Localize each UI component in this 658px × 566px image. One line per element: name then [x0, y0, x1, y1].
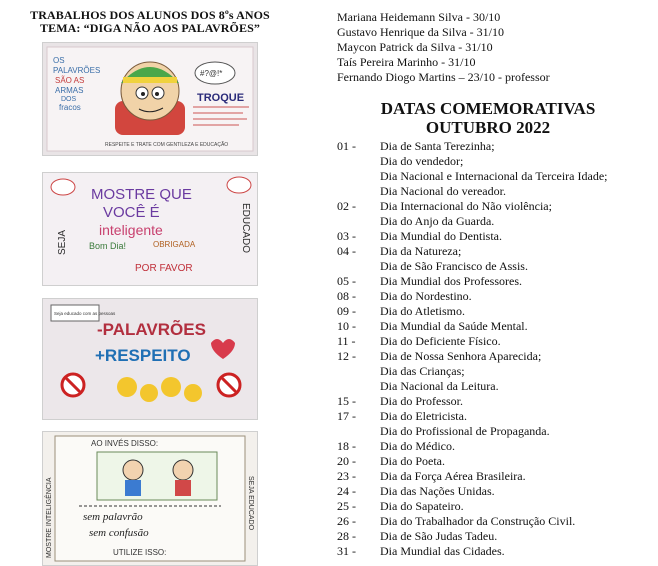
date-description: Dia do Profissional de Propaganda. — [380, 424, 550, 438]
poster-2-educado: EDUCADO — [240, 203, 251, 254]
date-row — [337, 514, 658, 529]
poster-4-l2: sem confusão — [89, 527, 149, 539]
date-day: 28 - — [337, 529, 356, 543]
date-entry — [337, 334, 658, 349]
poster-1-t3: SÃO AS — [55, 76, 85, 85]
date-description: Dia de São Judas Tadeu. — [380, 529, 498, 543]
date-row — [337, 319, 658, 334]
poster-1-t2: PALAVRÕES — [53, 66, 101, 75]
poster-1-t1: OS — [53, 56, 65, 65]
date-entry — [337, 229, 658, 244]
date-day: 17 - — [337, 409, 356, 423]
poster-2-seja: SEJA — [57, 229, 68, 255]
date-row — [337, 544, 658, 559]
date-row — [337, 259, 658, 274]
date-description: Dia do Trabalhador da Construção Civil. — [380, 514, 576, 528]
date-description: Dia das Crianças; — [380, 364, 465, 378]
prohibited-sign-icon — [62, 374, 84, 396]
date-day: 08 - — [337, 289, 356, 303]
date-day: 23 - — [337, 469, 356, 483]
poster-2-l1: MOSTRE QUE — [91, 186, 192, 203]
author-line: Fernando Diogo Martins – 23/10 - professor — [337, 70, 550, 84]
date-day: 11 - — [337, 334, 356, 348]
date-day: 09 - — [337, 304, 356, 318]
date-entry — [337, 409, 658, 439]
poster-3-palavroes: -PALAVRÕES — [97, 320, 206, 339]
dates-title-line-2: OUTUBRO 2022 — [425, 118, 551, 137]
poster-4-drawing — [43, 432, 257, 565]
date-description: Dia Mundial dos Professores. — [380, 274, 522, 288]
date-description: Dia das Nações Unidas. — [380, 484, 495, 498]
date-entry — [337, 499, 658, 514]
date-entry — [337, 349, 658, 394]
date-day: 05 - — [337, 274, 356, 288]
date-row — [337, 409, 658, 424]
date-row — [337, 379, 658, 394]
author-line: Taís Pereira Marinho - 31/10 — [337, 55, 476, 69]
heading-line-1: TRABALHOS DOS ALUNOS DOS 8ºs ANOS — [30, 8, 270, 22]
date-day: 31 - — [337, 544, 356, 558]
poster-4-left: MOSTRE INTELIGÊNCIA — [46, 477, 53, 558]
poster-1-drawing — [43, 43, 257, 155]
date-entry — [337, 454, 658, 469]
date-day: 04 - — [337, 244, 356, 258]
poster-2-l2: VOCÊ É — [103, 204, 160, 221]
poster-2-obrigada: OBRIGADA — [153, 240, 196, 249]
dates-title — [340, 99, 636, 137]
author-line: Mariana Heidemann Silva - 30/10 — [337, 10, 501, 24]
comic-characters-icon — [97, 452, 217, 500]
date-description: Dia de Santa Terezinha; — [380, 139, 495, 153]
date-entry — [337, 484, 658, 499]
date-day: 01 - — [337, 139, 356, 153]
date-description: Dia do Nordestino. — [380, 289, 472, 303]
date-entry — [337, 199, 658, 229]
date-day: 15 - — [337, 394, 356, 408]
date-entry — [337, 244, 658, 274]
date-row — [337, 349, 658, 364]
author-line: Gustavo Henrique da Silva - 31/10 — [337, 25, 504, 39]
date-entry — [337, 529, 658, 544]
date-entry — [337, 439, 658, 454]
left-column — [0, 0, 300, 564]
date-description: Dia Mundial das Cidades. — [380, 544, 505, 558]
date-row — [337, 334, 658, 349]
date-entry — [337, 394, 658, 409]
date-description: Dia do Eletricista. — [380, 409, 467, 423]
heading-line-2: TEMA: “DIGA NÃO AOS PALAVRÕES” — [40, 21, 260, 35]
date-row — [337, 529, 658, 544]
date-day: 02 - — [337, 199, 356, 213]
poster-4-l1: sem palavrão — [83, 511, 143, 523]
poster-2-drawing — [43, 173, 257, 285]
date-row — [337, 199, 658, 214]
date-description: Dia Nacional e Internacional da Terceira Idade; — [380, 169, 608, 183]
poster-1-t6: fracos — [59, 103, 81, 112]
poster-1-t4: ARMAS — [55, 86, 84, 95]
date-row — [337, 184, 658, 199]
date-day: 24 - — [337, 484, 356, 498]
date-row — [337, 244, 658, 259]
date-row — [337, 499, 658, 514]
date-row — [337, 214, 658, 229]
date-day: 03 - — [337, 229, 356, 243]
date-description: Dia do Professor. — [380, 394, 463, 408]
date-entry — [337, 304, 658, 319]
date-row — [337, 139, 658, 154]
date-entry — [337, 274, 658, 289]
date-day: 25 - — [337, 499, 356, 513]
date-row — [337, 424, 658, 439]
date-row — [337, 364, 658, 379]
date-row — [337, 394, 658, 409]
student-poster-photo-1 — [42, 42, 258, 156]
date-day: 10 - — [337, 319, 356, 333]
date-description: Dia da Natureza; — [380, 244, 462, 258]
date-description: Dia da Força Aérea Brasileira. — [380, 469, 526, 483]
prohibited-sign-icon — [218, 374, 240, 396]
date-description: Dia do Deficiente Físico. — [380, 334, 501, 348]
poster-3-drawing — [43, 299, 257, 419]
poster-1-bubble: #?@!* — [200, 69, 223, 78]
date-row — [337, 439, 658, 454]
poster-2-l3: inteligente — [99, 222, 163, 238]
date-row — [337, 484, 658, 499]
student-poster-photo-3 — [42, 298, 258, 420]
page-heading — [0, 0, 300, 35]
date-description: Dia Nacional da Leitura. — [380, 379, 499, 393]
date-description: Dia Mundial da Saúde Mental. — [380, 319, 528, 333]
date-entry — [337, 544, 658, 559]
date-day: 12 - — [337, 349, 356, 363]
date-day: 26 - — [337, 514, 356, 528]
date-description: Dia de São Francisco de Assis. — [380, 259, 528, 273]
dates-title-line-1: DATAS COMEMORATIVAS — [380, 99, 596, 118]
poster-3-corner: Seja educado com as pessoas — [54, 311, 116, 316]
date-description: Dia do vendedor; — [380, 154, 464, 168]
date-row — [337, 469, 658, 484]
authors-list — [337, 10, 657, 85]
date-description: Dia Internacional do Não violência; — [380, 199, 552, 213]
date-row — [337, 289, 658, 304]
date-entry — [337, 319, 658, 334]
date-description: Dia de Nossa Senhora Aparecida; — [380, 349, 542, 363]
poster-3-respeito: +RESPEITO — [95, 346, 191, 365]
author-line: Maycon Patrick da Silva - 31/10 — [337, 40, 493, 54]
date-day: 20 - — [337, 454, 356, 468]
date-description: Dia Nacional do vereador. — [380, 184, 506, 198]
date-description: Dia do Médico. — [380, 439, 455, 453]
poster-1-bottom: RESPEITE E TRATE COM GENTILEZA E EDUCAÇÃO — [105, 142, 229, 148]
poster-4-top: AO INVÉS DISSO: — [91, 439, 159, 448]
date-row — [337, 154, 658, 169]
commemorative-dates-list — [337, 139, 658, 559]
date-row — [337, 169, 658, 184]
date-description: Dia do Atletismo. — [380, 304, 465, 318]
date-description: Dia do Anjo da Guarda. — [380, 214, 495, 228]
date-row — [337, 229, 658, 244]
poster-1-t5: DOS — [61, 96, 77, 103]
date-description: Dia do Poeta. — [380, 454, 445, 468]
student-poster-photo-4 — [42, 431, 258, 566]
poster-2-favor: POR FAVOR — [135, 263, 193, 274]
date-day: 18 - — [337, 439, 356, 453]
date-entry — [337, 289, 658, 304]
poster-2-bom-dia: Bom Dia! — [89, 241, 127, 251]
poster-4-right: SEJA EDUCADO — [247, 476, 254, 531]
date-entry — [337, 514, 658, 529]
date-row — [337, 304, 658, 319]
poster-4-bottom: UTILIZE ISSO: — [113, 548, 167, 557]
date-entry — [337, 139, 658, 199]
date-entry — [337, 469, 658, 484]
poster-1-troque: TROQUE — [197, 92, 245, 104]
date-row — [337, 274, 658, 289]
student-poster-photo-2 — [42, 172, 258, 286]
date-row — [337, 454, 658, 469]
date-description: Dia Mundial do Dentista. — [380, 229, 502, 243]
date-description: Dia do Sapateiro. — [380, 499, 464, 513]
